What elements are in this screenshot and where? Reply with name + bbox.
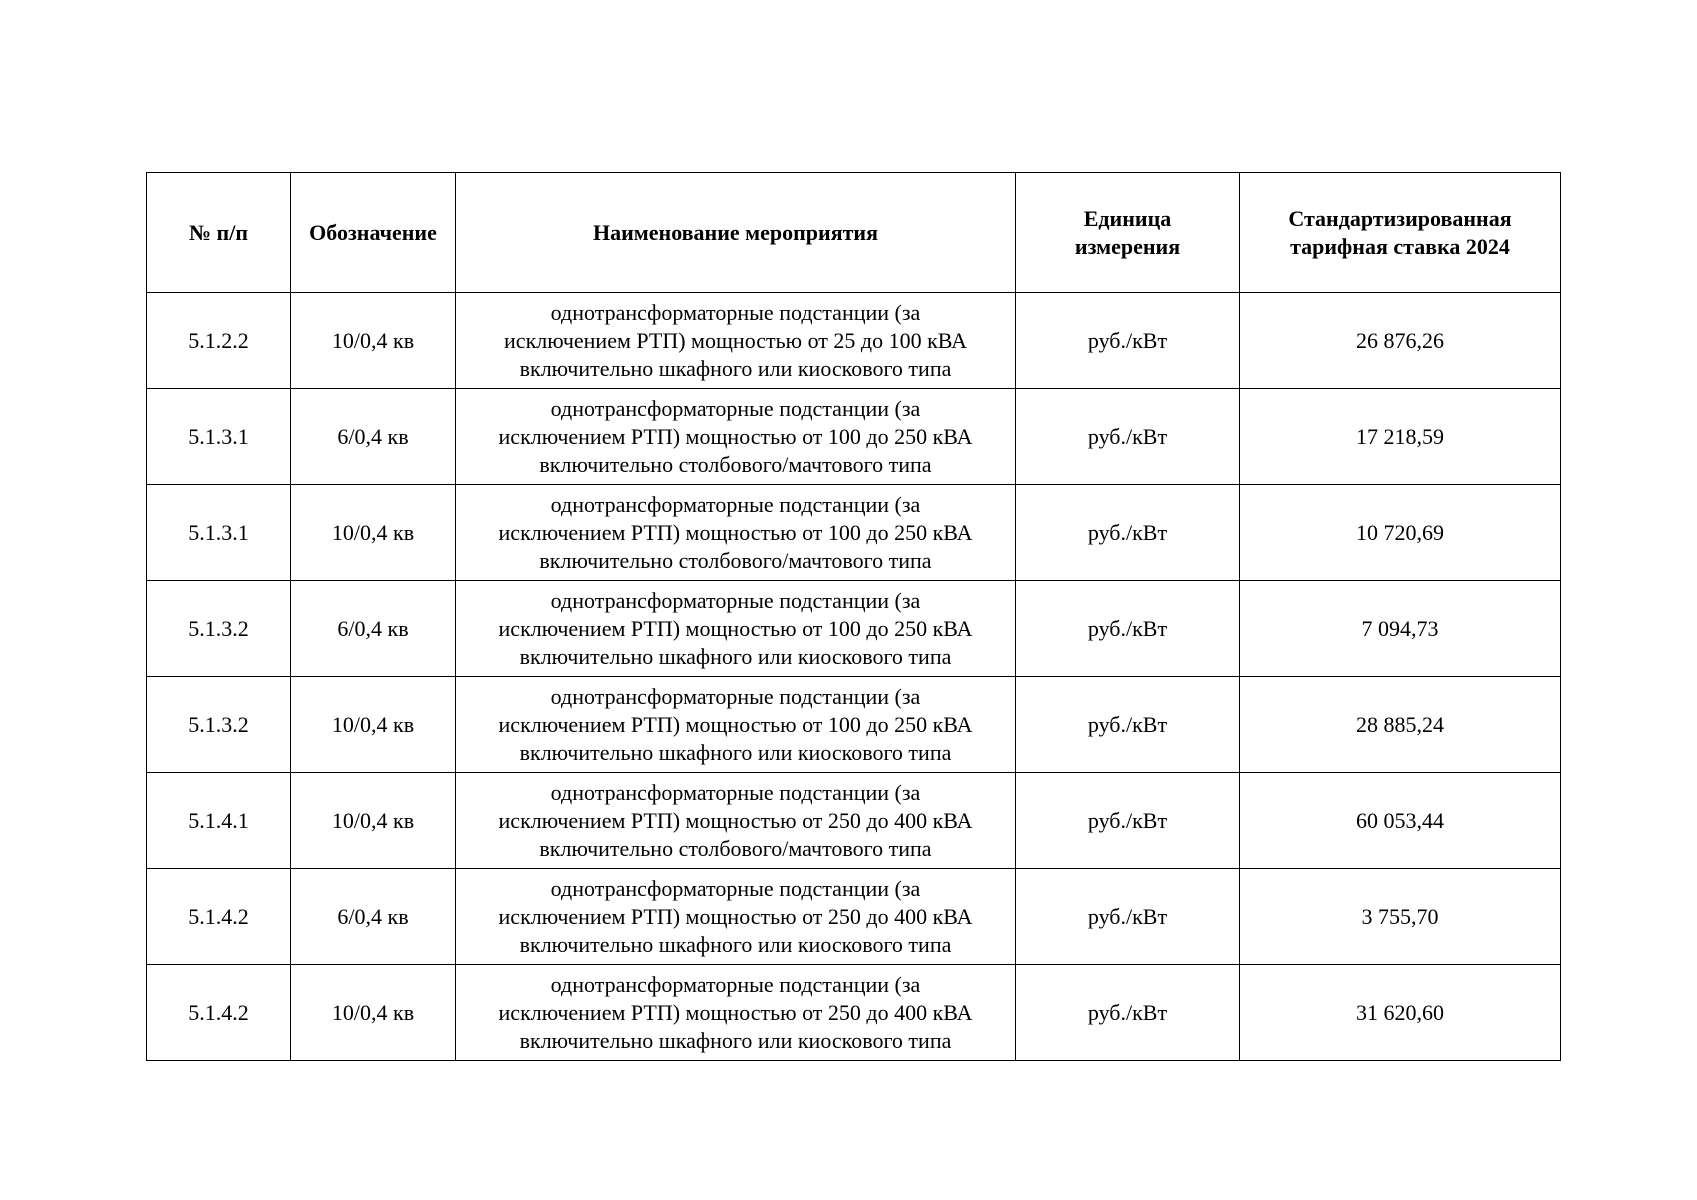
cell-unit: руб./кВт	[1016, 485, 1240, 581]
table-body	[147, 293, 1561, 1061]
cell-name	[456, 293, 1016, 389]
header-unit	[1016, 173, 1240, 293]
tariff-table	[146, 172, 1561, 1061]
cell-code: 6/0,4 кв	[291, 389, 456, 485]
cell-unit: руб./кВт	[1016, 389, 1240, 485]
cell-name	[456, 485, 1016, 581]
header-code: Обозначение	[291, 173, 456, 293]
table-row	[147, 965, 1561, 1061]
header-unit-line2: измерения	[1074, 233, 1181, 259]
cell-name	[456, 869, 1016, 965]
header-rate-line1: Стандартизированная	[1288, 205, 1512, 231]
cell-rate: 31 620,60	[1240, 965, 1561, 1061]
cell-name-line1: однотрансформаторные подстанции (за	[550, 299, 921, 325]
cell-name	[456, 773, 1016, 869]
cell-rate: 10 720,69	[1240, 485, 1561, 581]
cell-name-line2: исключением РТП) мощностью от 250 до 400 кВА	[498, 807, 973, 833]
cell-name-line1: однотрансформаторные подстанции (за	[550, 587, 921, 613]
cell-name-line3: включительно столбового/мачтового типа	[539, 451, 932, 477]
cell-rate: 26 876,26	[1240, 293, 1561, 389]
cell-rate: 28 885,24	[1240, 677, 1561, 773]
cell-code: 6/0,4 кв	[291, 581, 456, 677]
cell-name-line1: однотрансформаторные подстанции (за	[550, 395, 921, 421]
header-name: Наименование мероприятия	[456, 173, 1016, 293]
document-page	[146, 172, 1560, 1061]
header-rate	[1240, 173, 1561, 293]
table-row	[147, 389, 1561, 485]
cell-name	[456, 389, 1016, 485]
cell-num: 5.1.4.2	[147, 965, 291, 1061]
cell-num: 5.1.3.2	[147, 677, 291, 773]
table-row	[147, 677, 1561, 773]
cell-num: 5.1.4.2	[147, 869, 291, 965]
cell-name-line2: исключением РТП) мощностью от 25 до 100 кВА	[504, 327, 967, 353]
cell-unit: руб./кВт	[1016, 869, 1240, 965]
cell-name-line2: исключением РТП) мощностью от 100 до 250 кВА	[498, 519, 973, 545]
cell-name-line3: включительно шкафного или киоскового типа	[519, 643, 952, 669]
cell-name-line2: исключением РТП) мощностью от 100 до 250 кВА	[498, 615, 973, 641]
cell-num: 5.1.3.2	[147, 581, 291, 677]
cell-name-line1: однотрансформаторные подстанции (за	[550, 971, 921, 997]
cell-rate: 60 053,44	[1240, 773, 1561, 869]
header-unit-line1: Единица	[1083, 205, 1172, 231]
cell-unit: руб./кВт	[1016, 677, 1240, 773]
cell-rate: 3 755,70	[1240, 869, 1561, 965]
table-row	[147, 293, 1561, 389]
table-row	[147, 485, 1561, 581]
cell-name-line1: однотрансформаторные подстанции (за	[550, 779, 921, 805]
cell-name	[456, 677, 1016, 773]
cell-name-line1: однотрансформаторные подстанции (за	[550, 683, 921, 709]
header-rate-line2: тарифная ставка 2024	[1290, 233, 1510, 259]
cell-name-line1: однотрансформаторные подстанции (за	[550, 491, 921, 517]
cell-rate: 17 218,59	[1240, 389, 1561, 485]
cell-unit: руб./кВт	[1016, 773, 1240, 869]
cell-name-line3: включительно столбового/мачтового типа	[539, 835, 932, 861]
cell-code: 10/0,4 кв	[291, 485, 456, 581]
cell-num: 5.1.4.1	[147, 773, 291, 869]
cell-unit: руб./кВт	[1016, 965, 1240, 1061]
cell-rate: 7 094,73	[1240, 581, 1561, 677]
cell-name-line3: включительно шкафного или киоскового типа	[519, 931, 952, 957]
cell-name-line1: однотрансформаторные подстанции (за	[550, 875, 921, 901]
cell-name	[456, 965, 1016, 1061]
table-row	[147, 581, 1561, 677]
cell-num: 5.1.3.1	[147, 485, 291, 581]
table-header	[147, 173, 1561, 293]
cell-name-line3: включительно шкафного или киоскового типа	[519, 1027, 952, 1053]
table-row	[147, 773, 1561, 869]
cell-code: 10/0,4 кв	[291, 677, 456, 773]
cell-num: 5.1.2.2	[147, 293, 291, 389]
cell-name-line3: включительно шкафного или киоскового типа	[519, 355, 952, 381]
cell-code: 10/0,4 кв	[291, 773, 456, 869]
cell-name-line2: исключением РТП) мощностью от 250 до 400 кВА	[498, 999, 973, 1025]
cell-name-line2: исключением РТП) мощностью от 100 до 250 кВА	[498, 423, 973, 449]
cell-name-line3: включительно шкафного или киоскового типа	[519, 739, 952, 765]
cell-code: 6/0,4 кв	[291, 869, 456, 965]
cell-name	[456, 581, 1016, 677]
cell-code: 10/0,4 кв	[291, 293, 456, 389]
cell-name-line2: исключением РТП) мощностью от 100 до 250 кВА	[498, 711, 973, 737]
cell-unit: руб./кВт	[1016, 581, 1240, 677]
cell-name-line3: включительно столбового/мачтового типа	[539, 547, 932, 573]
header-num: № п/п	[147, 173, 291, 293]
table-row	[147, 869, 1561, 965]
cell-name-line2: исключением РТП) мощностью от 250 до 400 кВА	[498, 903, 973, 929]
cell-unit: руб./кВт	[1016, 293, 1240, 389]
header-row	[147, 173, 1561, 293]
cell-num: 5.1.3.1	[147, 389, 291, 485]
cell-code: 10/0,4 кв	[291, 965, 456, 1061]
